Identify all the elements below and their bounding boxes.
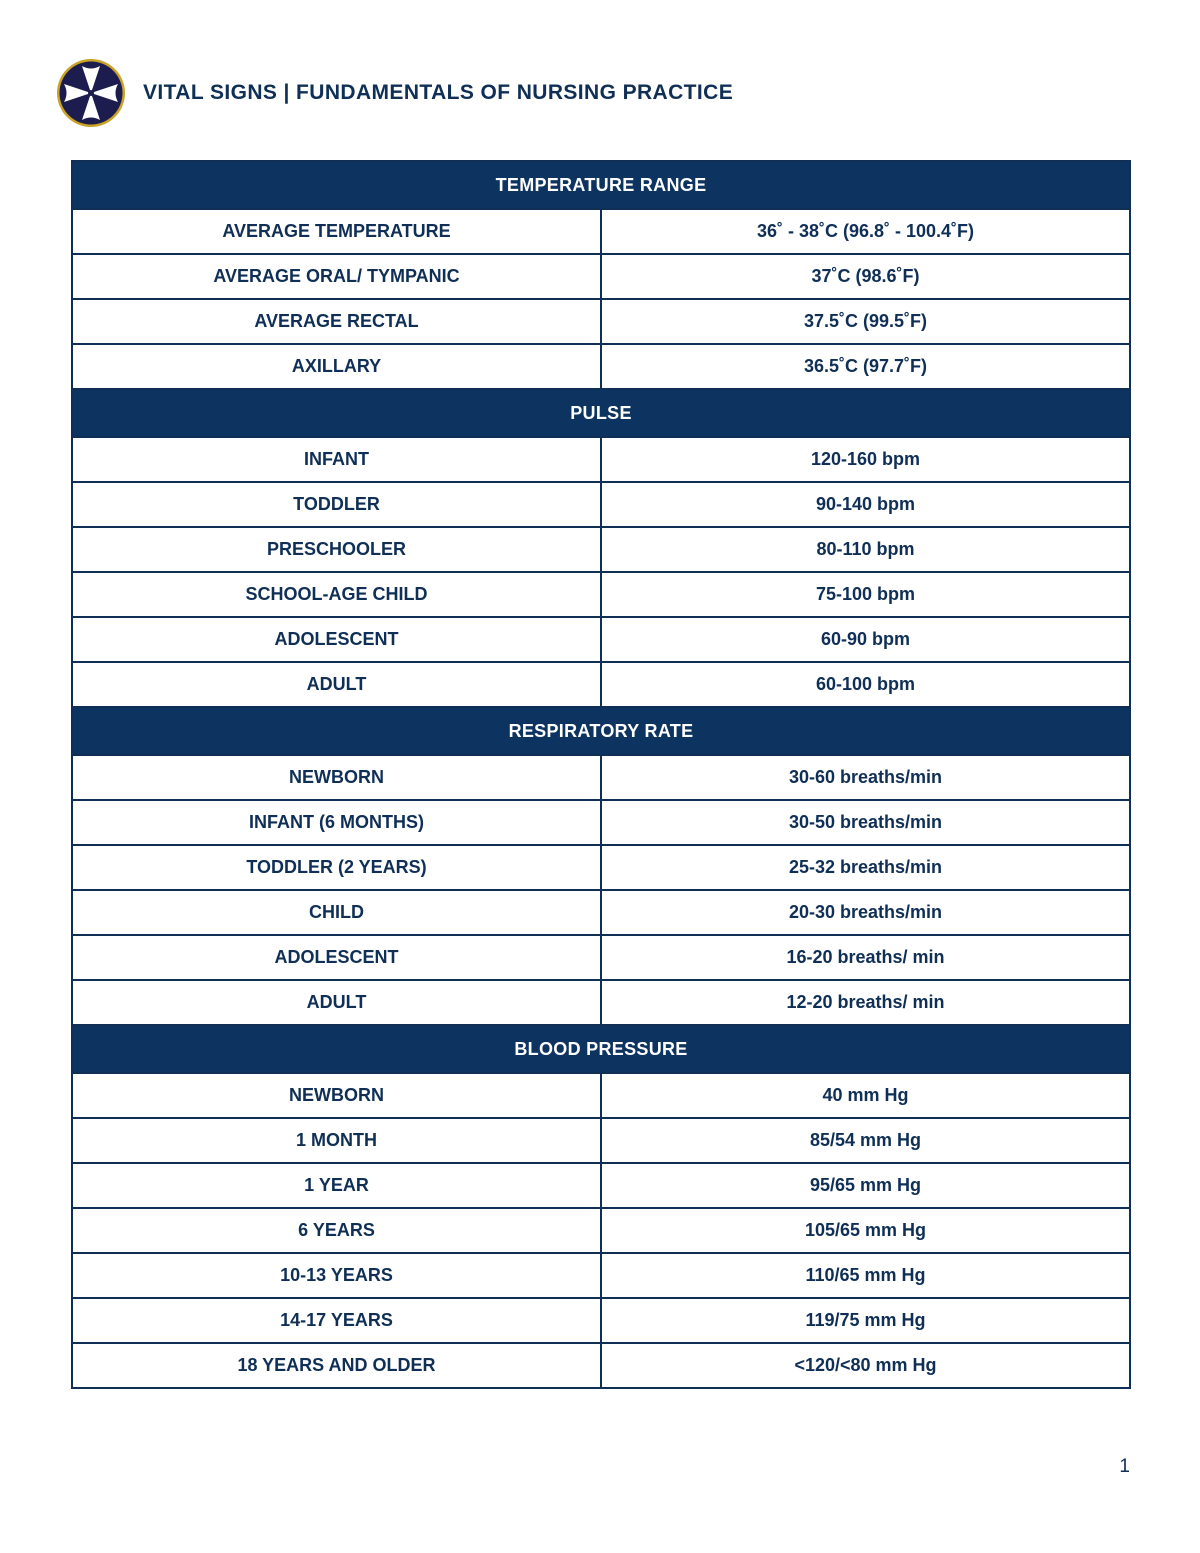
row-value: <120/<80 mm Hg: [601, 1343, 1130, 1388]
cross-pattee-emblem-icon: [55, 57, 127, 129]
table-row: [72, 845, 1130, 890]
section-header-pulse: [72, 389, 1130, 437]
row-value: 85/54 mm Hg: [601, 1118, 1130, 1163]
row-label: ADOLESCENT: [72, 617, 601, 662]
section-header-temperature: [72, 161, 1130, 209]
row-value: 25-32 breaths/min: [601, 845, 1130, 890]
row-value: 16-20 breaths/ min: [601, 935, 1130, 980]
row-value: 30-50 breaths/min: [601, 800, 1130, 845]
table-row: [72, 1073, 1130, 1118]
table-row: [72, 1253, 1130, 1298]
table-row: [72, 662, 1130, 707]
row-value: 36˚ - 38˚C (96.8˚ - 100.4˚F): [601, 209, 1130, 254]
table-row: [72, 800, 1130, 845]
row-value: 90-140 bpm: [601, 482, 1130, 527]
table-row: [72, 1118, 1130, 1163]
table-row: [72, 527, 1130, 572]
row-label: 1 MONTH: [72, 1118, 601, 1163]
section-header-respiratory-rate: [72, 707, 1130, 755]
table-row: [72, 1163, 1130, 1208]
row-label: 18 YEARS AND OLDER: [72, 1343, 601, 1388]
table-row: [72, 935, 1130, 980]
row-value: 80-110 bpm: [601, 527, 1130, 572]
table-row: [72, 890, 1130, 935]
row-value: 60-100 bpm: [601, 662, 1130, 707]
table-row: [72, 1298, 1130, 1343]
section-title: RESPIRATORY RATE: [72, 707, 1130, 755]
section-title: TEMPERATURE RANGE: [72, 161, 1130, 209]
row-label: ADULT: [72, 980, 601, 1025]
row-value: 119/75 mm Hg: [601, 1298, 1130, 1343]
row-label: AVERAGE ORAL/ TYMPANIC: [72, 254, 601, 299]
page-number: 1: [1119, 1456, 1130, 1477]
row-value: 60-90 bpm: [601, 617, 1130, 662]
page-title: VITAL SIGNS | FUNDAMENTALS OF NURSING PRACTICE: [143, 81, 734, 104]
row-label: PRESCHOOLER: [72, 527, 601, 572]
row-label: ADOLESCENT: [72, 935, 601, 980]
section-header-blood-pressure: [72, 1025, 1130, 1073]
row-value: 36.5˚C (97.7˚F): [601, 344, 1130, 389]
section-title: BLOOD PRESSURE: [72, 1025, 1130, 1073]
row-value: 95/65 mm Hg: [601, 1163, 1130, 1208]
row-label: 6 YEARS: [72, 1208, 601, 1253]
document-header: [55, 58, 733, 128]
row-label: ADULT: [72, 662, 601, 707]
table-row: [72, 209, 1130, 254]
row-value: 120-160 bpm: [601, 437, 1130, 482]
row-label: AXILLARY: [72, 344, 601, 389]
table-row: [72, 617, 1130, 662]
row-label: 10-13 YEARS: [72, 1253, 601, 1298]
section-title: PULSE: [72, 389, 1130, 437]
vital-signs-table: [71, 160, 1131, 1389]
row-value: 12-20 breaths/ min: [601, 980, 1130, 1025]
row-label: 14-17 YEARS: [72, 1298, 601, 1343]
row-value: 110/65 mm Hg: [601, 1253, 1130, 1298]
row-label: INFANT: [72, 437, 601, 482]
row-label: NEWBORN: [72, 755, 601, 800]
table-row: [72, 1343, 1130, 1388]
row-label: INFANT (6 MONTHS): [72, 800, 601, 845]
table-row: [72, 1208, 1130, 1253]
row-label: SCHOOL-AGE CHILD: [72, 572, 601, 617]
table-row: [72, 572, 1130, 617]
row-value: 37˚C (98.6˚F): [601, 254, 1130, 299]
row-label: AVERAGE RECTAL: [72, 299, 601, 344]
row-label: TODDLER (2 YEARS): [72, 845, 601, 890]
table-row: [72, 980, 1130, 1025]
table-row: [72, 437, 1130, 482]
table-row: [72, 755, 1130, 800]
row-label: TODDLER: [72, 482, 601, 527]
row-label: AVERAGE TEMPERATURE: [72, 209, 601, 254]
row-label: NEWBORN: [72, 1073, 601, 1118]
table-row: [72, 482, 1130, 527]
row-value: 105/65 mm Hg: [601, 1208, 1130, 1253]
row-label: 1 YEAR: [72, 1163, 601, 1208]
row-value: 37.5˚C (99.5˚F): [601, 299, 1130, 344]
row-value: 30-60 breaths/min: [601, 755, 1130, 800]
table-row: [72, 299, 1130, 344]
row-value: 20-30 breaths/min: [601, 890, 1130, 935]
row-value: 75-100 bpm: [601, 572, 1130, 617]
table-row: [72, 344, 1130, 389]
row-label: CHILD: [72, 890, 601, 935]
table-row: [72, 254, 1130, 299]
row-value: 40 mm Hg: [601, 1073, 1130, 1118]
